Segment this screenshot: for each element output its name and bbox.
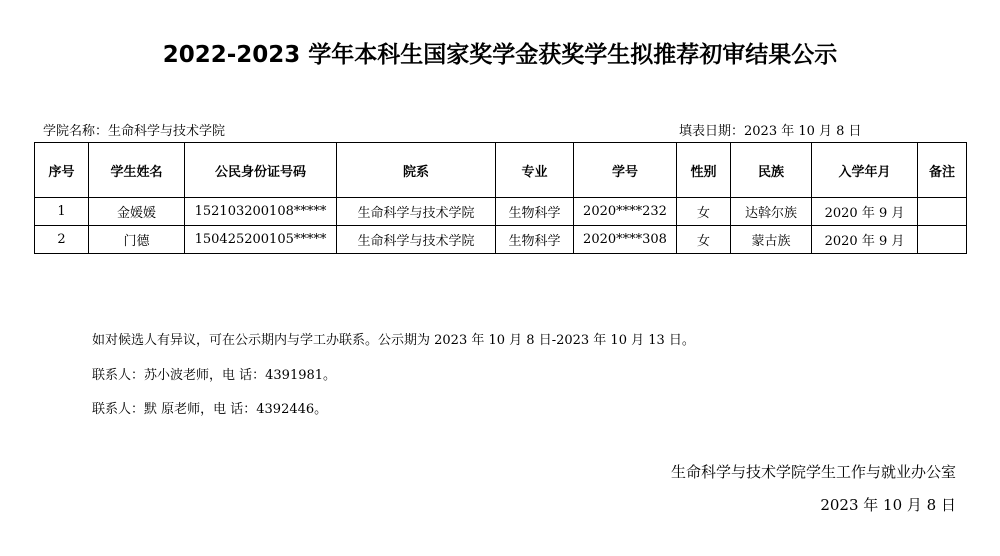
cell-remarks bbox=[918, 198, 967, 226]
cell-id-number: 152103200108***** bbox=[185, 198, 337, 226]
contact-line-1: 联系人：苏小波老师，电 话：4391981。 bbox=[92, 368, 337, 383]
page-title: 2022-2023 学年本科生国家奖学金获奖学生拟推荐初审结果公示 bbox=[162, 42, 838, 68]
cell-department: 生命科学与技术学院 bbox=[337, 198, 496, 226]
header-gender: 性别 bbox=[677, 143, 731, 198]
cell-student-name: 门德 bbox=[89, 226, 185, 254]
cell-index: 1 bbox=[35, 198, 89, 226]
header-ethnicity: 民族 bbox=[731, 143, 812, 198]
cell-ethnicity: 达斡尔族 bbox=[731, 198, 812, 226]
header-index: 序号 bbox=[35, 143, 89, 198]
cell-student-number: 2020****308 bbox=[574, 226, 677, 254]
cell-enrollment: 2020 年 9 月 bbox=[812, 198, 918, 226]
fill-date: 填表日期：2023 年 10 月 8 日 bbox=[679, 124, 862, 139]
result-table bbox=[34, 142, 967, 254]
header-remarks: 备注 bbox=[918, 143, 967, 198]
table-row bbox=[35, 226, 967, 254]
college-name: 学院名称：生命科学与技术学院 bbox=[43, 124, 226, 139]
cell-remarks bbox=[918, 226, 967, 254]
cell-student-number: 2020****232 bbox=[574, 198, 677, 226]
cell-department: 生命科学与技术学院 bbox=[337, 226, 496, 254]
header-student-name: 学生姓名 bbox=[89, 143, 185, 198]
table-row bbox=[35, 198, 967, 226]
cell-major: 生物科学 bbox=[496, 198, 574, 226]
header-student-number: 学号 bbox=[574, 143, 677, 198]
cell-gender: 女 bbox=[677, 226, 731, 254]
issue-date: 2023 年 10 月 8 日 bbox=[820, 496, 956, 514]
header-department: 院系 bbox=[337, 143, 496, 198]
objection-notice: 如对候选人有异议，可在公示期内与学工办联系。公示期为 2023 年 10 月 8 日-2023 年 10 月 13 日。 bbox=[92, 333, 695, 348]
header-major: 专业 bbox=[496, 143, 574, 198]
cell-id-number: 150425200105***** bbox=[185, 226, 337, 254]
cell-index: 2 bbox=[35, 226, 89, 254]
contact-line-2: 联系人：默 原老师，电 话：4392446。 bbox=[92, 402, 328, 417]
header-id-number: 公民身份证号码 bbox=[185, 143, 337, 198]
cell-major: 生物科学 bbox=[496, 226, 574, 254]
table-header-row bbox=[35, 143, 967, 198]
cell-ethnicity: 蒙古族 bbox=[731, 226, 812, 254]
cell-gender: 女 bbox=[677, 198, 731, 226]
issuing-office: 生命科学与技术学院学生工作与就业办公室 bbox=[670, 463, 956, 481]
cell-enrollment: 2020 年 9 月 bbox=[812, 226, 918, 254]
cell-student-name: 金媛媛 bbox=[89, 198, 185, 226]
header-enrollment: 入学年月 bbox=[812, 143, 918, 198]
